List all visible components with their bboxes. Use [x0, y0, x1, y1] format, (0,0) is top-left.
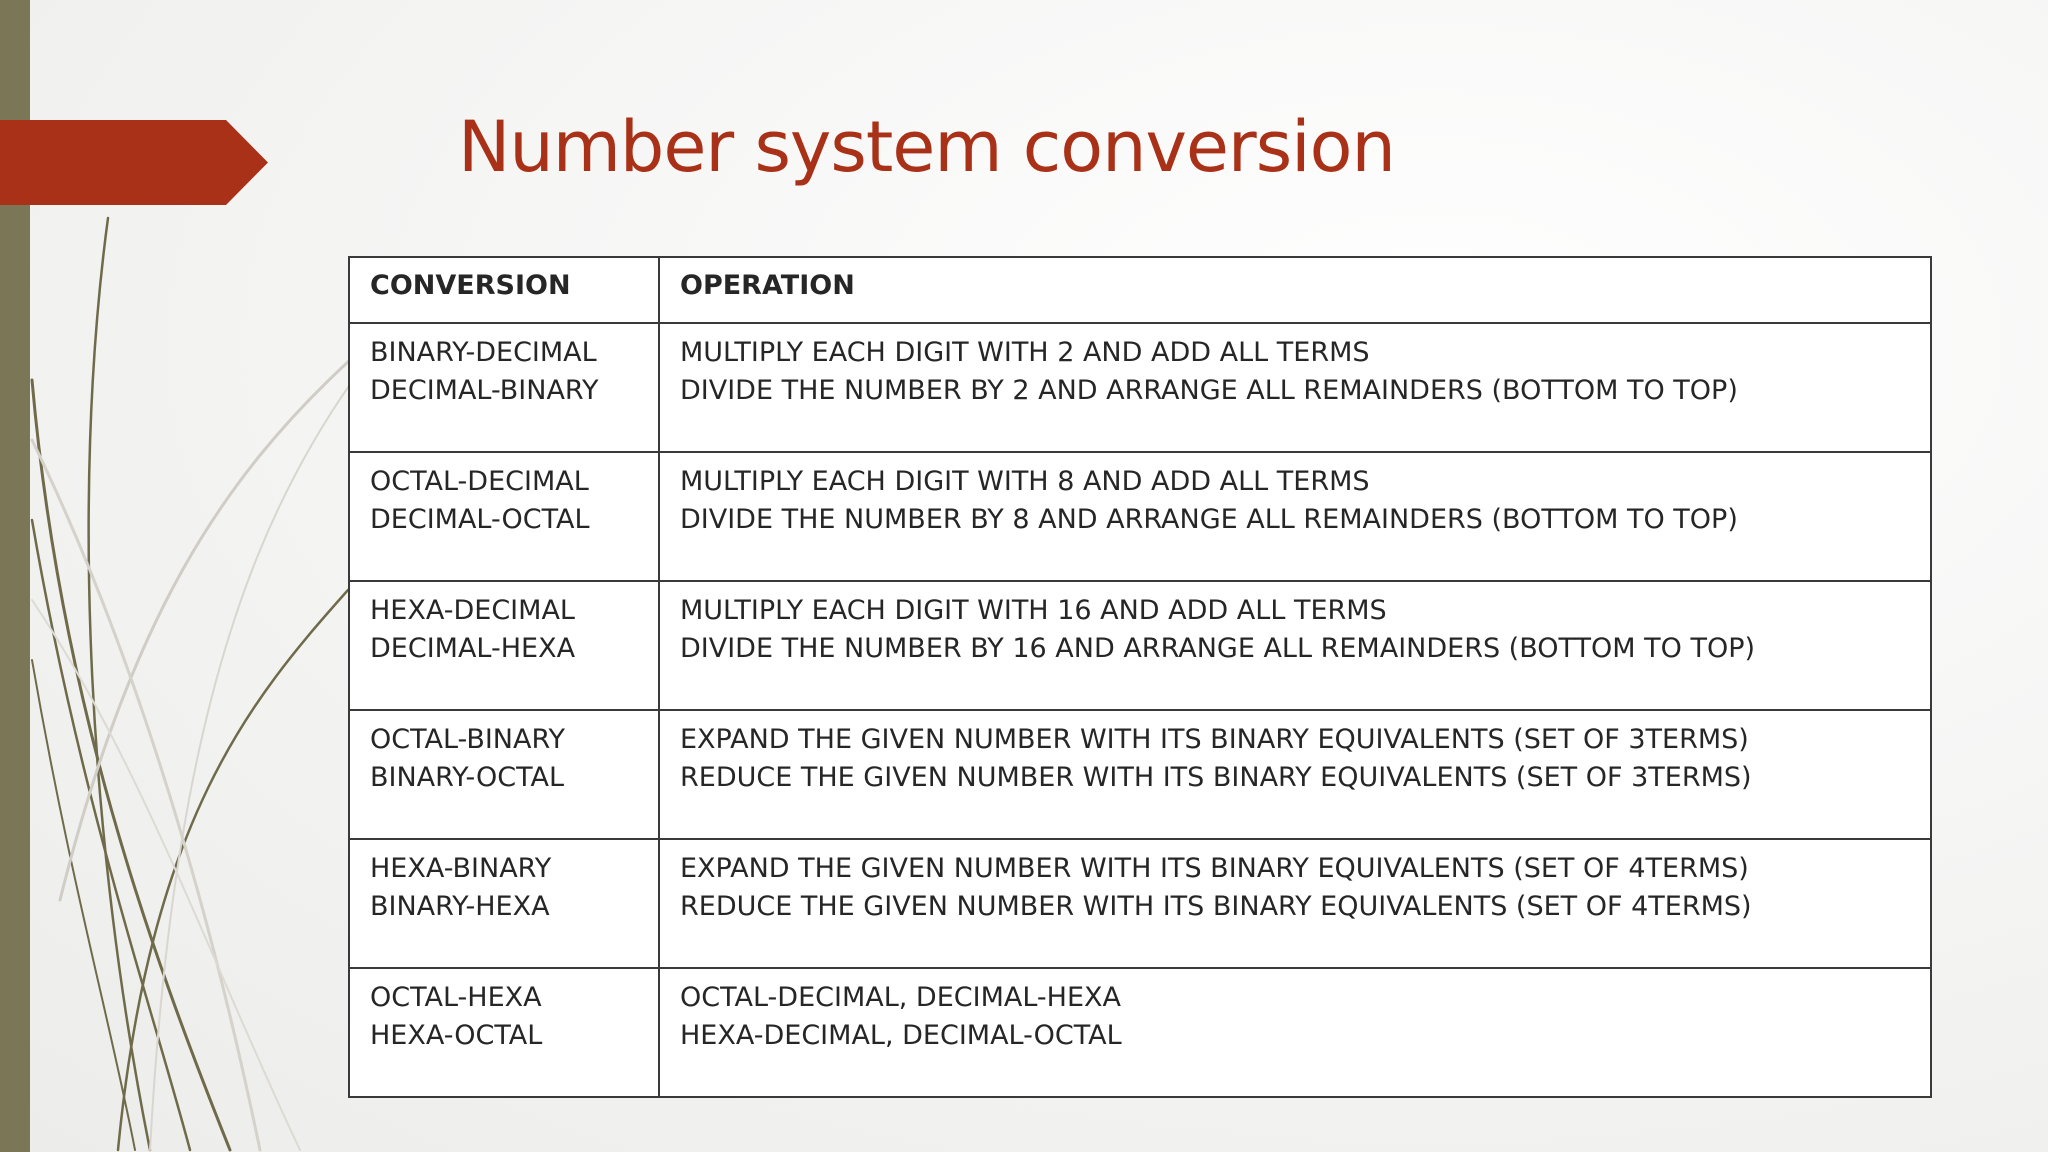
conversion-cell [349, 581, 659, 710]
grass-blade [60, 360, 350, 900]
conversion-label: HEXA-DECIMAL [370, 595, 575, 626]
operation-text: MULTIPLY EACH DIGIT WITH 8 AND ADD ALL TERMS [680, 466, 1370, 497]
operation-text: EXPAND THE GIVEN NUMBER WITH ITS BINARY EQUIVALENTS (SET OF 4TERMS) [680, 853, 1749, 884]
conversion-label: HEXA-BINARY [370, 853, 552, 884]
conversion-label: DECIMAL-OCTAL [370, 504, 590, 535]
operation-text: DIVIDE THE NUMBER BY 8 AND ARRANGE ALL REMAINDERS (BOTTOM TO TOP) [680, 504, 1738, 535]
table-row [349, 839, 1931, 968]
operation-cell [659, 839, 1931, 968]
operation-cell [659, 581, 1931, 710]
conversion-label: BINARY-HEXA [370, 891, 550, 922]
conversion-cell [349, 839, 659, 968]
conversion-label: OCTAL-DECIMAL [370, 466, 589, 497]
operation-text: REDUCE THE GIVEN NUMBER WITH ITS BINARY EQUIVALENTS (SET OF 3TERMS) [680, 762, 1752, 793]
conversion-label: BINARY-OCTAL [370, 762, 564, 793]
operation-text: REDUCE THE GIVEN NUMBER WITH ITS BINARY EQUIVALENTS (SET OF 4TERMS) [680, 891, 1752, 922]
conversion-label: DECIMAL-BINARY [370, 375, 599, 406]
operation-cell [659, 452, 1931, 581]
operation-text: MULTIPLY EACH DIGIT WITH 16 AND ADD ALL TERMS [680, 595, 1387, 626]
table-row [349, 452, 1931, 581]
operation-cell [659, 710, 1931, 839]
conversion-table [348, 256, 1932, 1098]
operation-text: OCTAL-DECIMAL, DECIMAL-HEXA [680, 982, 1121, 1013]
column-header-conversion: CONVERSION [349, 257, 659, 323]
table-row [349, 323, 1931, 452]
operation-cell [659, 323, 1931, 452]
grass-blade [89, 218, 150, 1150]
operation-text: EXPAND THE GIVEN NUMBER WITH ITS BINARY EQUIVALENTS (SET OF 3TERMS) [680, 724, 1749, 755]
operation-text: DIVIDE THE NUMBER BY 16 AND ARRANGE ALL REMAINDERS (BOTTOM TO TOP) [680, 633, 1756, 664]
column-header-operation: OPERATION [659, 257, 1931, 323]
table-header-row [349, 257, 1931, 323]
grass-blade [32, 440, 260, 1150]
conversion-cell [349, 323, 659, 452]
operation-text: HEXA-DECIMAL, DECIMAL-OCTAL [680, 1020, 1122, 1051]
conversion-label: DECIMAL-HEXA [370, 633, 576, 664]
grass-blade [32, 520, 190, 1150]
operation-cell [659, 968, 1931, 1097]
conversion-cell [349, 710, 659, 839]
conversion-cell [349, 452, 659, 581]
conversion-label: BINARY-DECIMAL [370, 337, 597, 368]
grass-blade [32, 380, 230, 1150]
operation-text: MULTIPLY EACH DIGIT WITH 2 AND ADD ALL TERMS [680, 337, 1370, 368]
grass-blade [118, 590, 348, 1150]
conversion-label: OCTAL-HEXA [370, 982, 542, 1013]
conversion-label: OCTAL-BINARY [370, 724, 565, 755]
conversion-label: HEXA-OCTAL [370, 1020, 543, 1051]
conversion-cell [349, 968, 659, 1097]
table-row [349, 710, 1931, 839]
title-arrow-shape [0, 120, 268, 205]
operation-text: DIVIDE THE NUMBER BY 2 AND ARRANGE ALL REMAINDERS (BOTTOM TO TOP) [680, 375, 1738, 406]
table-row [349, 968, 1931, 1097]
table-row [349, 581, 1931, 710]
slide-title: Number system conversion [458, 106, 1395, 188]
